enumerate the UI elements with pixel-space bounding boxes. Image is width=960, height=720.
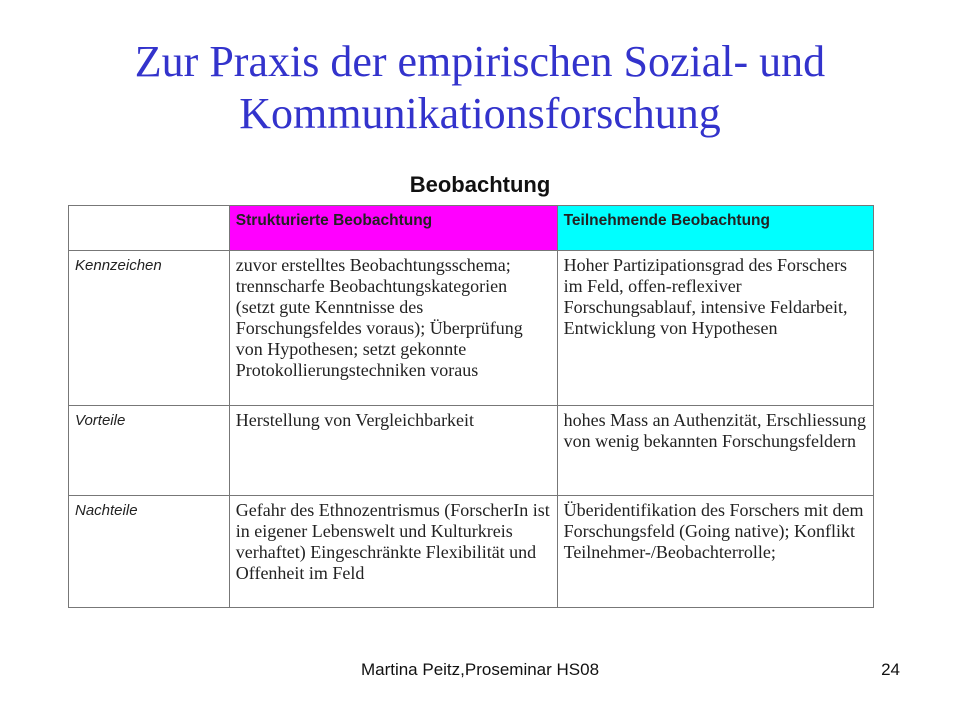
row-label-nachteile: Nachteile [69,496,230,608]
table-heading: Beobachtung [409,172,551,197]
table-row-vorteile [69,406,874,496]
page-number: 24 [881,660,900,679]
cell-kennzeichen-struct: zuvor erstelltes Beobachtungsschema; trennscharfe Beobachtungskategorien (setzt gute Kenntnisse des Forschungsfeldes voraus); Überprüfung von Hypothesen; setzt gekonnte Protokollierungstechniken voraus [229,251,557,406]
header-teilnehmende: Teilnehmende Beobachtung [557,206,873,251]
cell-vorteile-part: hohes Mass an Authenzität, Erschliessung von wenig bekannten Forschungsfeldern [557,406,873,496]
table-row-nachteile [69,496,874,608]
cell-nachteile-struct: Gefahr des Ethnozentrismus (ForscherIn ist in eigener Lebenswelt und Kulturkreis verhaftet) Eingeschränkte Flexibilität und Offenheit im Feld [229,496,557,608]
cell-vorteile-struct: Herstellung von Vergleichbarkeit [229,406,557,496]
header-strukturierte: Strukturierte Beobachtung [229,206,557,251]
row-label-vorteile: Vorteile [69,406,230,496]
table-row-kennzeichen [69,251,874,406]
slide-title-line2: Kommunikationsforschung [239,89,721,138]
table-header-row [69,206,874,251]
footer-author: Martina Peitz,Proseminar HS08 [360,660,600,679]
cell-nachteile-part: Überidentifikation des Forschers mit dem Forschungsfeld (Going native); Konflikt Teilnehmer-/Beobachterrolle; [557,496,873,608]
slide-title-line1: Zur Praxis der empirischen Sozial- und [134,37,826,86]
header-empty-cell [69,206,230,251]
slide-title [0,36,960,140]
cell-kennzeichen-part: Hoher Partizipationsgrad des Forschers im Feld, offen-reflexiver Forschungsablauf, intensive Feldarbeit, Entwicklung von Hypothesen [557,251,873,406]
observation-table [68,205,874,608]
row-label-kennzeichen: Kennzeichen [69,251,230,406]
